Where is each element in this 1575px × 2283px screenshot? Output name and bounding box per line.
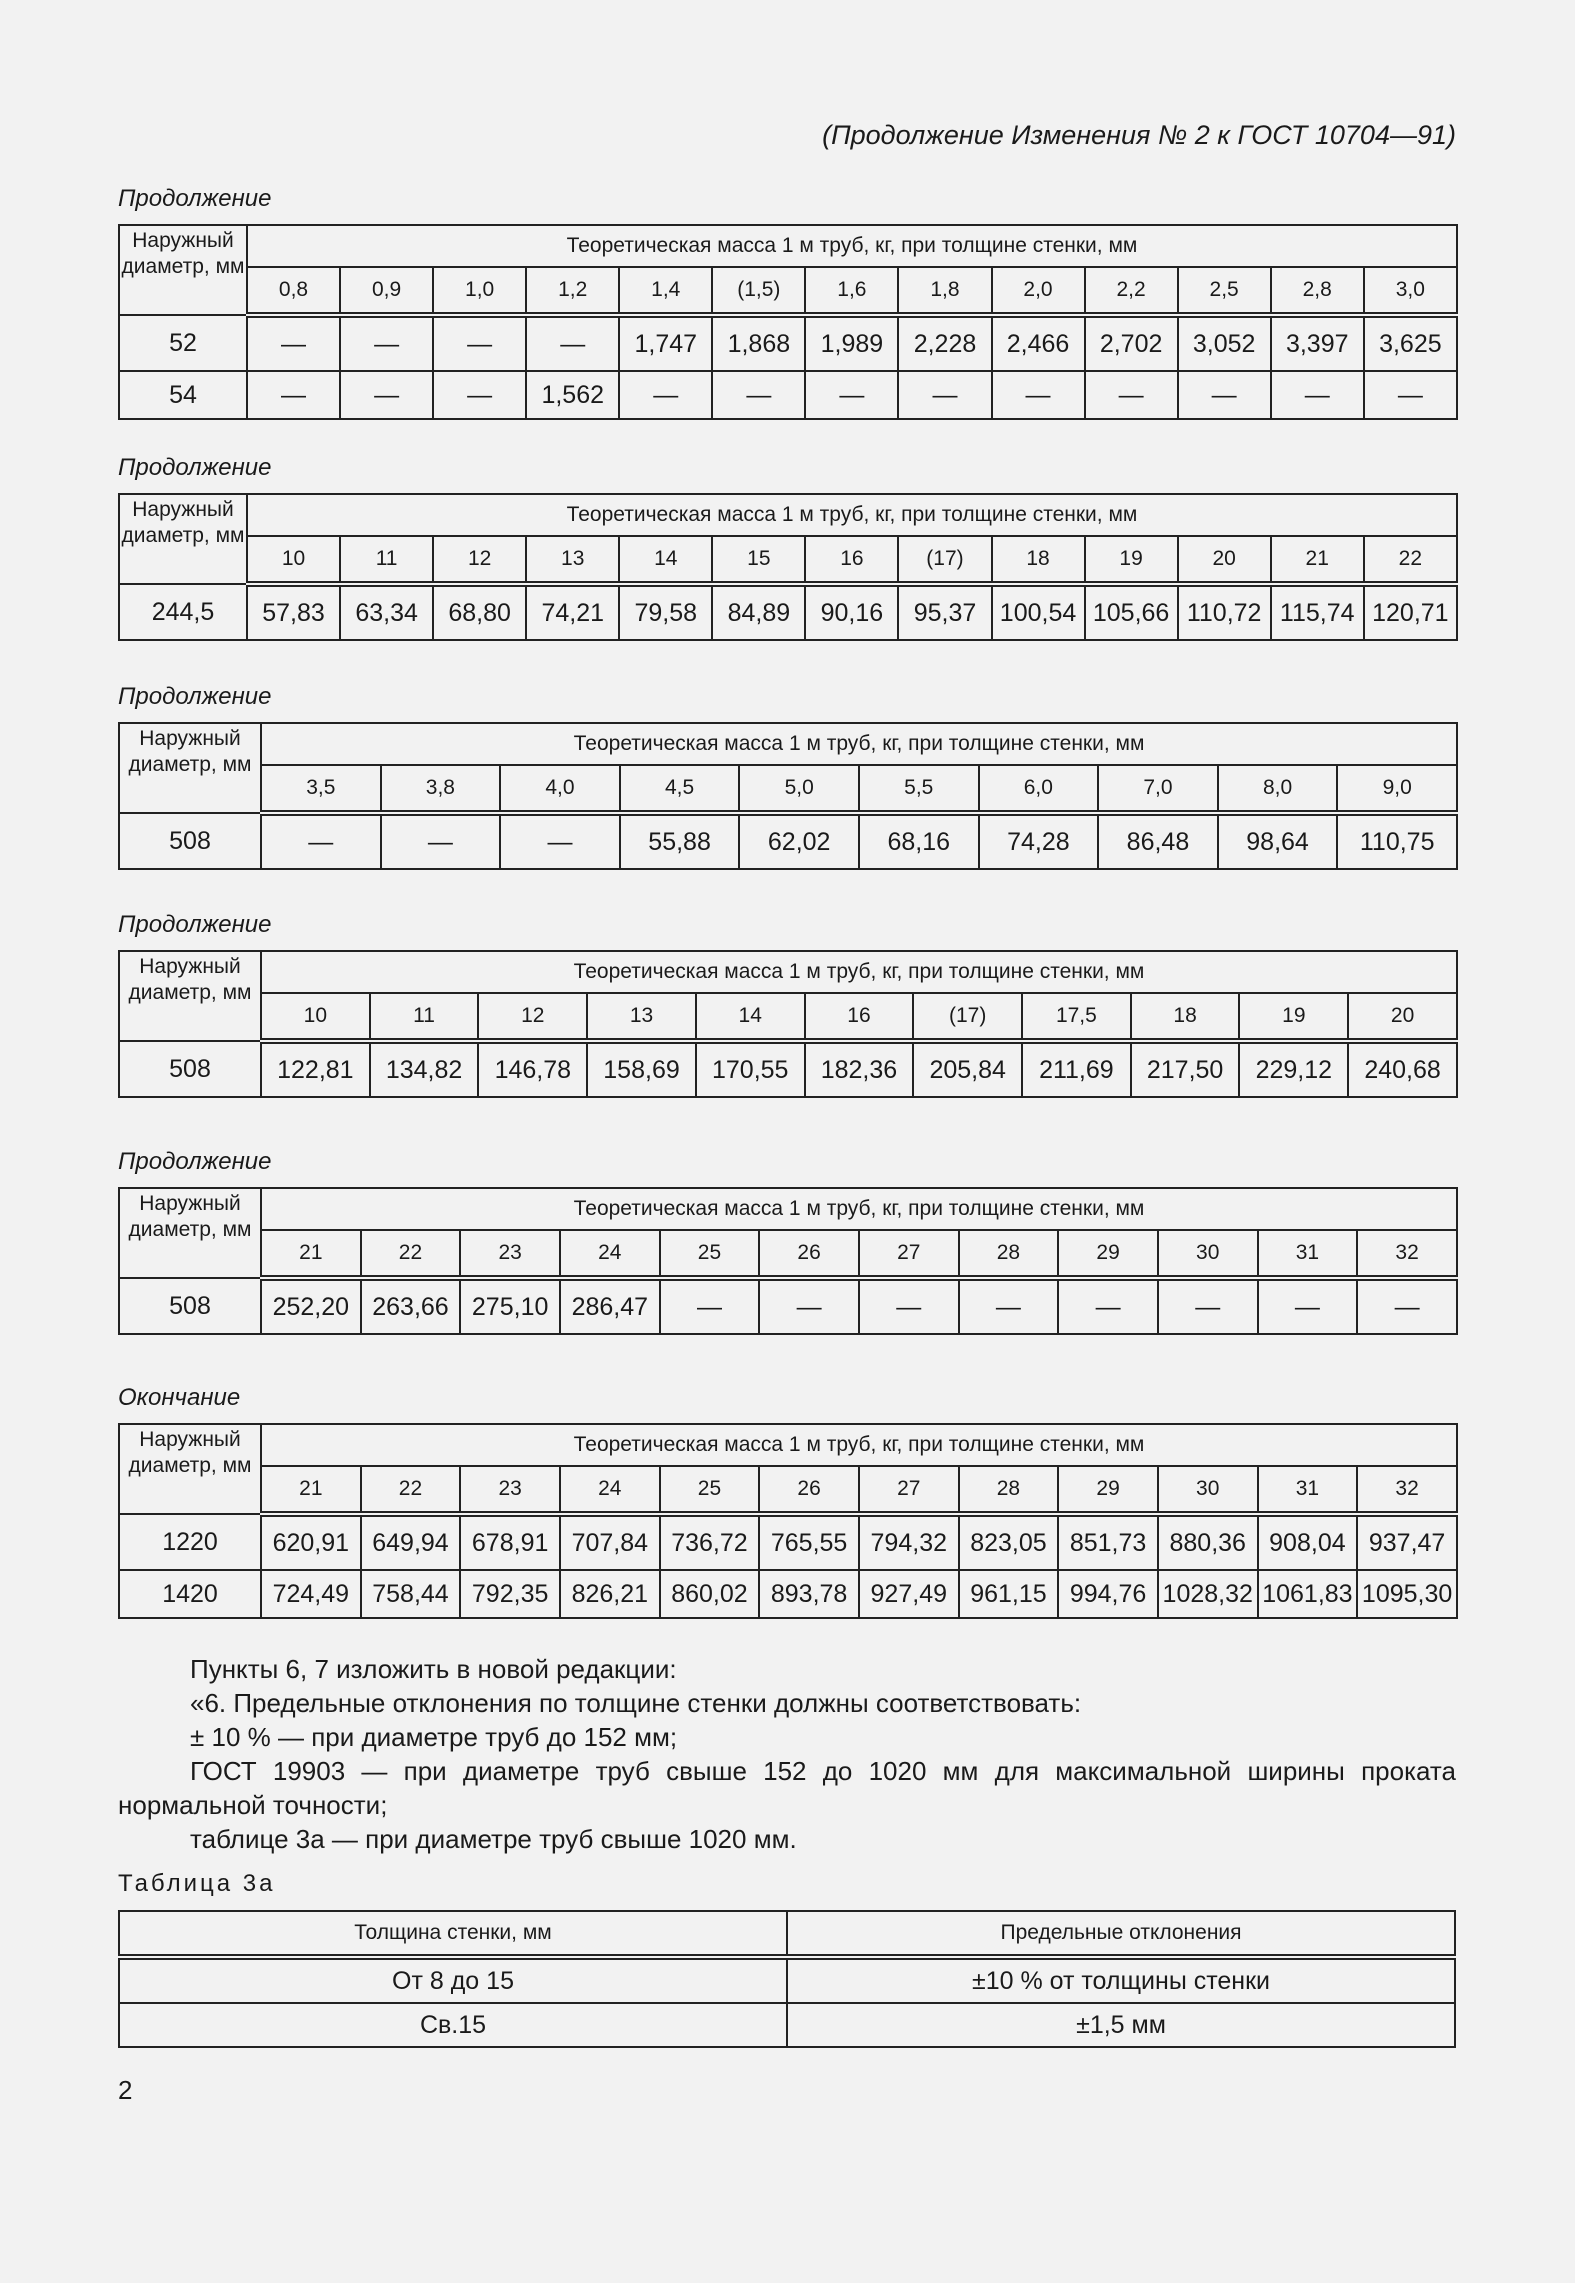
thickness-cell: 3,5 (261, 765, 381, 813)
mass-cell: 724,49 (261, 1570, 361, 1618)
thickness-cell: 6,0 (979, 765, 1099, 813)
header-cell: Предельные отклонения (787, 1911, 1455, 1957)
thickness-cell: 2,5 (1178, 267, 1271, 315)
thickness-cell: (1,5) (712, 267, 805, 315)
mass-cell: 217,50 (1131, 1041, 1240, 1097)
table-row (119, 1514, 1457, 1570)
mass-table (118, 224, 1458, 420)
thickness-cell: 27 (859, 1466, 959, 1514)
table-row (119, 1041, 1457, 1097)
mass-cell: 286,47 (560, 1278, 660, 1334)
thickness-cell: 12 (433, 536, 526, 584)
mass-cell: — (859, 1278, 959, 1334)
table-row (119, 1278, 1457, 1334)
table-cell: ±10 % от толщины стенки (787, 1957, 1455, 2003)
mass-cell: — (340, 315, 433, 371)
mass-cell: 1095,30 (1357, 1570, 1457, 1618)
table-caption: Продолжение (118, 1148, 272, 1175)
mass-cell: 158,69 (587, 1041, 696, 1097)
mass-cell: 860,02 (660, 1570, 760, 1618)
table-header-row (119, 1188, 1457, 1230)
diameter-cell: 508 (119, 813, 261, 869)
mass-cell: 105,66 (1085, 584, 1178, 640)
document-header: (Продолжение Изменения № 2 к ГОСТ 10704—91) (822, 120, 1456, 150)
thickness-cell: 27 (859, 1230, 959, 1278)
mass-cell: — (992, 371, 1085, 419)
thickness-header-row (119, 267, 1457, 315)
table-row (119, 315, 1457, 371)
diameter-header: Наружный диаметр, мм (119, 951, 261, 1041)
thickness-cell: 18 (992, 536, 1085, 584)
amendment-text (118, 1652, 1456, 1856)
mass-cell: 62,02 (739, 813, 859, 869)
mass-cell: 122,81 (261, 1041, 370, 1097)
thickness-cell: 24 (560, 1466, 660, 1514)
thickness-header-row (119, 993, 1457, 1041)
table-cell: ±1,5 мм (787, 2003, 1455, 2047)
mass-cell: 68,16 (859, 813, 979, 869)
diameter-cell: 52 (119, 315, 247, 371)
thickness-cell: 28 (959, 1466, 1059, 1514)
table-cell: Св.15 (119, 2003, 787, 2047)
mass-cell: 961,15 (959, 1570, 1059, 1618)
thickness-cell: 12 (478, 993, 587, 1041)
mass-cell: — (660, 1278, 760, 1334)
thickness-cell: 11 (370, 993, 479, 1041)
thickness-cell: 1,8 (898, 267, 991, 315)
paragraph: Пункты 6, 7 изложить в новой редакции: (190, 1654, 677, 1684)
thickness-cell: 10 (247, 536, 340, 584)
thickness-cell: 21 (261, 1466, 361, 1514)
thickness-cell: 0,9 (340, 267, 433, 315)
mass-cell: 893,78 (759, 1570, 859, 1618)
mass-cell: 74,28 (979, 813, 1099, 869)
thickness-cell: 30 (1158, 1466, 1258, 1514)
mass-cell: 110,75 (1337, 813, 1457, 869)
mass-cell: 823,05 (959, 1514, 1059, 1570)
mass-header: Теоретическая масса 1 м труб, кг, при толщине стенки, мм (261, 723, 1457, 765)
table-row (119, 1957, 1455, 2003)
mass-cell: 74,21 (526, 584, 619, 640)
mass-cell: 252,20 (261, 1278, 361, 1334)
table-header-row (119, 951, 1457, 993)
thickness-cell: 28 (959, 1230, 1059, 1278)
mass-header: Теоретическая масса 1 м труб, кг, при толщине стенки, мм (261, 1424, 1457, 1466)
thickness-cell: 9,0 (1337, 765, 1457, 813)
mass-cell: 2,466 (992, 315, 1085, 371)
mass-cell: — (247, 315, 340, 371)
mass-cell: 620,91 (261, 1514, 361, 1570)
table-header-row (119, 1911, 1455, 1957)
diameter-cell: 54 (119, 371, 247, 419)
mass-cell: 794,32 (859, 1514, 959, 1570)
paragraph: ГОСТ 19903 — при диаметре труб свыше 152 до 1020 мм для максимальной ширины проката нормальной точности; (118, 1756, 1456, 1820)
thickness-header-row (119, 1466, 1457, 1514)
mass-cell: 146,78 (478, 1041, 587, 1097)
thickness-cell: 4,5 (620, 765, 740, 813)
mass-cell: 211,69 (1022, 1041, 1131, 1097)
thickness-cell: 30 (1158, 1230, 1258, 1278)
table-header-row (119, 723, 1457, 765)
mass-header: Теоретическая масса 1 м труб, кг, при толщине стенки, мм (261, 951, 1457, 993)
thickness-cell: 19 (1085, 536, 1178, 584)
mass-table (118, 1423, 1458, 1619)
table-3a (118, 1910, 1456, 2048)
mass-cell: — (1085, 371, 1178, 419)
mass-cell: 110,72 (1178, 584, 1271, 640)
thickness-cell: 20 (1348, 993, 1457, 1041)
thickness-cell: 23 (460, 1230, 560, 1278)
mass-cell: — (1178, 371, 1271, 419)
mass-cell: 68,80 (433, 584, 526, 640)
thickness-cell: 31 (1258, 1230, 1358, 1278)
mass-cell: 678,91 (460, 1514, 560, 1570)
paragraph: «6. Предельные отклонения по толщине стенки должны соответствовать: (190, 1688, 1082, 1718)
thickness-cell: 11 (340, 536, 433, 584)
mass-cell: 1,989 (805, 315, 898, 371)
thickness-cell: 32 (1357, 1230, 1457, 1278)
mass-cell: — (433, 371, 526, 419)
mass-cell: 3,052 (1178, 315, 1271, 371)
mass-cell: 98,64 (1218, 813, 1338, 869)
table-row (119, 1570, 1457, 1618)
table-caption: Продолжение (118, 683, 272, 710)
paragraph: ± 10 % — при диаметре труб до 152 мм; (190, 1722, 678, 1752)
diameter-header: Наружный диаметр, мм (119, 1424, 261, 1514)
thickness-cell: 20 (1178, 536, 1271, 584)
header-cell: Толщина стенки, мм (119, 1911, 787, 1957)
diameter-cell: 508 (119, 1278, 261, 1334)
mass-cell: — (619, 371, 712, 419)
mass-table (118, 950, 1458, 1098)
thickness-cell: 22 (1364, 536, 1457, 584)
table-caption: Продолжение (118, 185, 272, 212)
thickness-cell: 15 (712, 536, 805, 584)
mass-cell: 263,66 (361, 1278, 461, 1334)
mass-cell: — (1158, 1278, 1258, 1334)
mass-cell: 275,10 (460, 1278, 560, 1334)
mass-table (118, 1187, 1458, 1335)
thickness-cell: 1,2 (526, 267, 619, 315)
thickness-cell: (17) (898, 536, 991, 584)
thickness-cell: 16 (805, 993, 914, 1041)
mass-cell: 3,397 (1271, 315, 1364, 371)
mass-cell: 3,625 (1364, 315, 1457, 371)
thickness-cell: 5,0 (739, 765, 859, 813)
thickness-cell: 8,0 (1218, 765, 1338, 813)
mass-cell: 765,55 (759, 1514, 859, 1570)
mass-cell: — (1357, 1278, 1457, 1334)
mass-cell: 229,12 (1239, 1041, 1348, 1097)
mass-header: Теоретическая масса 1 м труб, кг, при толщине стенки, мм (247, 225, 1457, 267)
table-row (119, 2003, 1455, 2047)
mass-cell: — (759, 1278, 859, 1334)
mass-cell: — (433, 315, 526, 371)
thickness-cell: 16 (805, 536, 898, 584)
mass-cell: — (805, 371, 898, 419)
thickness-cell: 21 (1271, 536, 1364, 584)
mass-cell: 134,82 (370, 1041, 479, 1097)
mass-header: Теоретическая масса 1 м труб, кг, при толщине стенки, мм (261, 1188, 1457, 1230)
thickness-cell: 14 (696, 993, 805, 1041)
thickness-cell: 21 (261, 1230, 361, 1278)
mass-cell: 1061,83 (1258, 1570, 1358, 1618)
mass-cell: 994,76 (1058, 1570, 1158, 1618)
mass-cell: 100,54 (992, 584, 1085, 640)
table-3a-title: Таблица 3а (118, 1870, 276, 1897)
thickness-cell: 32 (1357, 1466, 1457, 1514)
thickness-cell: 3,8 (381, 765, 501, 813)
table-cell: От 8 до 15 (119, 1957, 787, 2003)
thickness-cell: (17) (913, 993, 1022, 1041)
mass-cell: — (1271, 371, 1364, 419)
thickness-cell: 2,2 (1085, 267, 1178, 315)
mass-cell: — (712, 371, 805, 419)
diameter-header: Наружный диаметр, мм (119, 1188, 261, 1278)
table-row (119, 584, 1457, 640)
thickness-cell: 25 (660, 1230, 760, 1278)
mass-cell: 55,88 (620, 813, 740, 869)
mass-cell: 880,36 (1158, 1514, 1258, 1570)
diameter-cell: 1220 (119, 1514, 261, 1570)
thickness-cell: 29 (1058, 1230, 1158, 1278)
mass-cell: 120,71 (1364, 584, 1457, 640)
table-row (119, 813, 1457, 869)
thickness-cell: 22 (361, 1230, 461, 1278)
mass-cell: 707,84 (560, 1514, 660, 1570)
table-header-row (119, 494, 1457, 536)
mass-cell: 908,04 (1258, 1514, 1358, 1570)
mass-cell: 937,47 (1357, 1514, 1457, 1570)
mass-cell: — (261, 813, 381, 869)
mass-cell: — (1364, 371, 1457, 419)
thickness-cell: 2,8 (1271, 267, 1364, 315)
mass-table (118, 493, 1458, 641)
thickness-cell: 1,6 (805, 267, 898, 315)
mass-cell: 63,34 (340, 584, 433, 640)
thickness-cell: 29 (1058, 1466, 1158, 1514)
mass-cell: 1,868 (712, 315, 805, 371)
diameter-header: Наружный диаметр, мм (119, 723, 261, 813)
thickness-cell: 2,0 (992, 267, 1085, 315)
table-header-row (119, 1424, 1457, 1466)
mass-table (118, 722, 1458, 870)
table-header-row (119, 225, 1457, 267)
table-caption: Продолжение (118, 454, 272, 481)
thickness-cell: 26 (759, 1466, 859, 1514)
thickness-cell: 4,0 (500, 765, 620, 813)
mass-cell: 205,84 (913, 1041, 1022, 1097)
thickness-cell: 26 (759, 1230, 859, 1278)
thickness-cell: 5,5 (859, 765, 979, 813)
mass-cell: 1,747 (619, 315, 712, 371)
table-caption: Продолжение (118, 911, 272, 938)
mass-cell: 2,228 (898, 315, 991, 371)
mass-cell: 90,16 (805, 584, 898, 640)
thickness-cell: 13 (587, 993, 696, 1041)
mass-cell: 736,72 (660, 1514, 760, 1570)
thickness-cell: 3,0 (1364, 267, 1457, 315)
mass-cell: 84,89 (712, 584, 805, 640)
mass-cell: 792,35 (460, 1570, 560, 1618)
thickness-cell: 10 (261, 993, 370, 1041)
diameter-header: Наружный диаметр, мм (119, 494, 247, 584)
thickness-cell: 1,0 (433, 267, 526, 315)
mass-cell: 1028,32 (1158, 1570, 1258, 1618)
thickness-cell: 24 (560, 1230, 660, 1278)
thickness-cell: 23 (460, 1466, 560, 1514)
mass-cell: 758,44 (361, 1570, 461, 1618)
mass-cell: 2,702 (1085, 315, 1178, 371)
mass-cell: 1,562 (526, 371, 619, 419)
mass-cell: 927,49 (859, 1570, 959, 1618)
mass-cell: 240,68 (1348, 1041, 1457, 1097)
mass-cell: — (381, 813, 501, 869)
thickness-cell: 25 (660, 1466, 760, 1514)
mass-cell: 826,21 (560, 1570, 660, 1618)
mass-cell: — (526, 315, 619, 371)
thickness-cell: 18 (1131, 993, 1240, 1041)
mass-cell: 182,36 (805, 1041, 914, 1097)
mass-cell: 115,74 (1271, 584, 1364, 640)
mass-cell: 649,94 (361, 1514, 461, 1570)
paragraph: таблице 3а — при диаметре труб свыше 1020 мм. (190, 1824, 797, 1854)
thickness-cell: 7,0 (1098, 765, 1218, 813)
mass-header: Теоретическая масса 1 м труб, кг, при толщине стенки, мм (247, 494, 1457, 536)
mass-cell: — (340, 371, 433, 419)
thickness-cell: 14 (619, 536, 712, 584)
diameter-cell: 244,5 (119, 584, 247, 640)
thickness-cell: 17,5 (1022, 993, 1131, 1041)
thickness-cell: 22 (361, 1466, 461, 1514)
table-caption: Окончание (118, 1384, 241, 1411)
thickness-cell: 13 (526, 536, 619, 584)
page-number: 2 (118, 2075, 133, 2105)
mass-cell: — (898, 371, 991, 419)
mass-cell: 170,55 (696, 1041, 805, 1097)
mass-cell: 79,58 (619, 584, 712, 640)
mass-cell: — (247, 371, 340, 419)
table-row (119, 371, 1457, 419)
thickness-cell: 19 (1239, 993, 1348, 1041)
mass-cell: 851,73 (1058, 1514, 1158, 1570)
thickness-cell: 0,8 (247, 267, 340, 315)
mass-cell: 95,37 (898, 584, 991, 640)
thickness-header-row (119, 765, 1457, 813)
thickness-header-row (119, 1230, 1457, 1278)
mass-cell: — (500, 813, 620, 869)
diameter-cell: 508 (119, 1041, 261, 1097)
mass-cell: 57,83 (247, 584, 340, 640)
mass-cell: — (1058, 1278, 1158, 1334)
mass-cell: — (1258, 1278, 1358, 1334)
mass-cell: 86,48 (1098, 813, 1218, 869)
mass-cell: — (959, 1278, 1059, 1334)
diameter-header: Наружный диаметр, мм (119, 225, 247, 315)
thickness-cell: 31 (1258, 1466, 1358, 1514)
thickness-cell: 1,4 (619, 267, 712, 315)
thickness-header-row (119, 536, 1457, 584)
diameter-cell: 1420 (119, 1570, 261, 1618)
